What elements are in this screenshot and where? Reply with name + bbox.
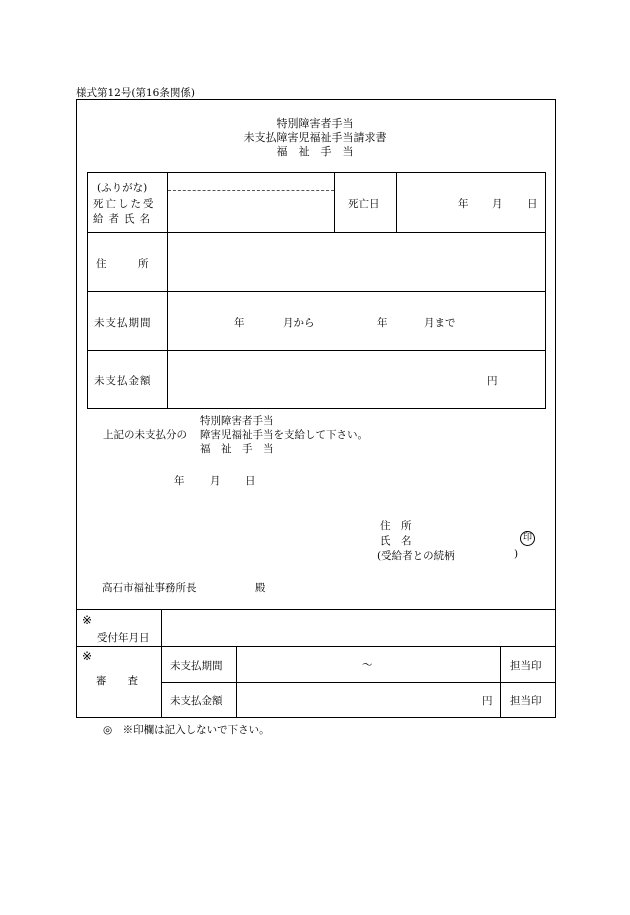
- amount-unit: 円: [487, 375, 498, 387]
- unpaid-period-label: 未支払期間: [94, 317, 152, 329]
- applicant-name-label: 氏 名: [380, 535, 412, 547]
- applicant-address-field[interactable]: [420, 516, 540, 531]
- request-line1: 特別障害者手当: [200, 415, 274, 427]
- date-year: 年: [174, 475, 185, 487]
- period-from-month: 月から: [283, 317, 315, 329]
- footnote: ◎ ※印欄は記入しないで下さい。: [103, 724, 270, 736]
- deceased-name-label-2: 給者氏名: [93, 213, 155, 225]
- unpaid-amount-label: 未支払金額: [94, 375, 152, 387]
- date-month: 月: [210, 475, 221, 487]
- address-field[interactable]: [168, 233, 545, 291]
- office-use-mark-1: ※: [82, 613, 93, 627]
- office-amount-unit: 円: [482, 695, 493, 707]
- period-from-year: 年: [234, 317, 245, 329]
- death-date-day: 日: [527, 198, 538, 210]
- applicant-relation-close: ): [514, 548, 519, 560]
- addressee-office: 高石市福祉事務所長: [102, 582, 197, 594]
- seal-mark: 印: [520, 531, 535, 546]
- staff-seal-label-1: 担当印: [510, 660, 542, 672]
- unpaid-period-field[interactable]: [168, 292, 545, 350]
- office-period-tilde: ～: [362, 659, 373, 671]
- applicant-relation-label: (受給者との続柄: [377, 550, 455, 562]
- death-date-field[interactable]: [397, 173, 545, 232]
- review-label: 審 査: [96, 675, 138, 687]
- death-date-label: 死亡日: [348, 198, 380, 210]
- applicant-relation-field[interactable]: [466, 546, 512, 561]
- addressee-honorific: 殿: [255, 582, 266, 594]
- office-period-label: 未支払期間: [170, 660, 223, 672]
- form-title-line3: 福 祉 手 当: [276, 145, 354, 158]
- deceased-name-label-1: 死亡した受: [93, 198, 156, 210]
- request-line3: 福 祉 手 当: [200, 443, 274, 455]
- form-number: 様式第12号(第16条関係): [76, 87, 195, 99]
- furigana-label: (ふりがな): [97, 182, 148, 194]
- period-to-year: 年: [377, 317, 388, 329]
- office-use-mark-2: ※: [82, 649, 93, 663]
- period-to-month: 月まで: [424, 317, 456, 329]
- office-amount-field[interactable]: [237, 683, 500, 717]
- address-label: 住 所: [96, 258, 149, 270]
- date-day: 日: [245, 475, 256, 487]
- request-line2: 障害児福祉手当を支給して下さい。: [200, 429, 368, 441]
- received-date-label: 受付年月日: [97, 632, 150, 644]
- staff-seal-label-2: 担当印: [510, 695, 542, 707]
- office-amount-label: 未支払金額: [170, 695, 223, 707]
- deceased-name-field[interactable]: [168, 191, 334, 231]
- death-date-year: 年: [458, 198, 469, 210]
- applicant-name-field[interactable]: [420, 531, 520, 546]
- form-title-line2: 未支払障害児福祉手当請求書: [243, 131, 387, 144]
- received-date-field[interactable]: [162, 610, 555, 646]
- request-prefix: 上記の未支払分の: [103, 429, 187, 441]
- form-title-line1: 特別障害者手当: [276, 117, 354, 130]
- death-date-month: 月: [492, 198, 503, 210]
- applicant-address-label: 住 所: [380, 520, 412, 532]
